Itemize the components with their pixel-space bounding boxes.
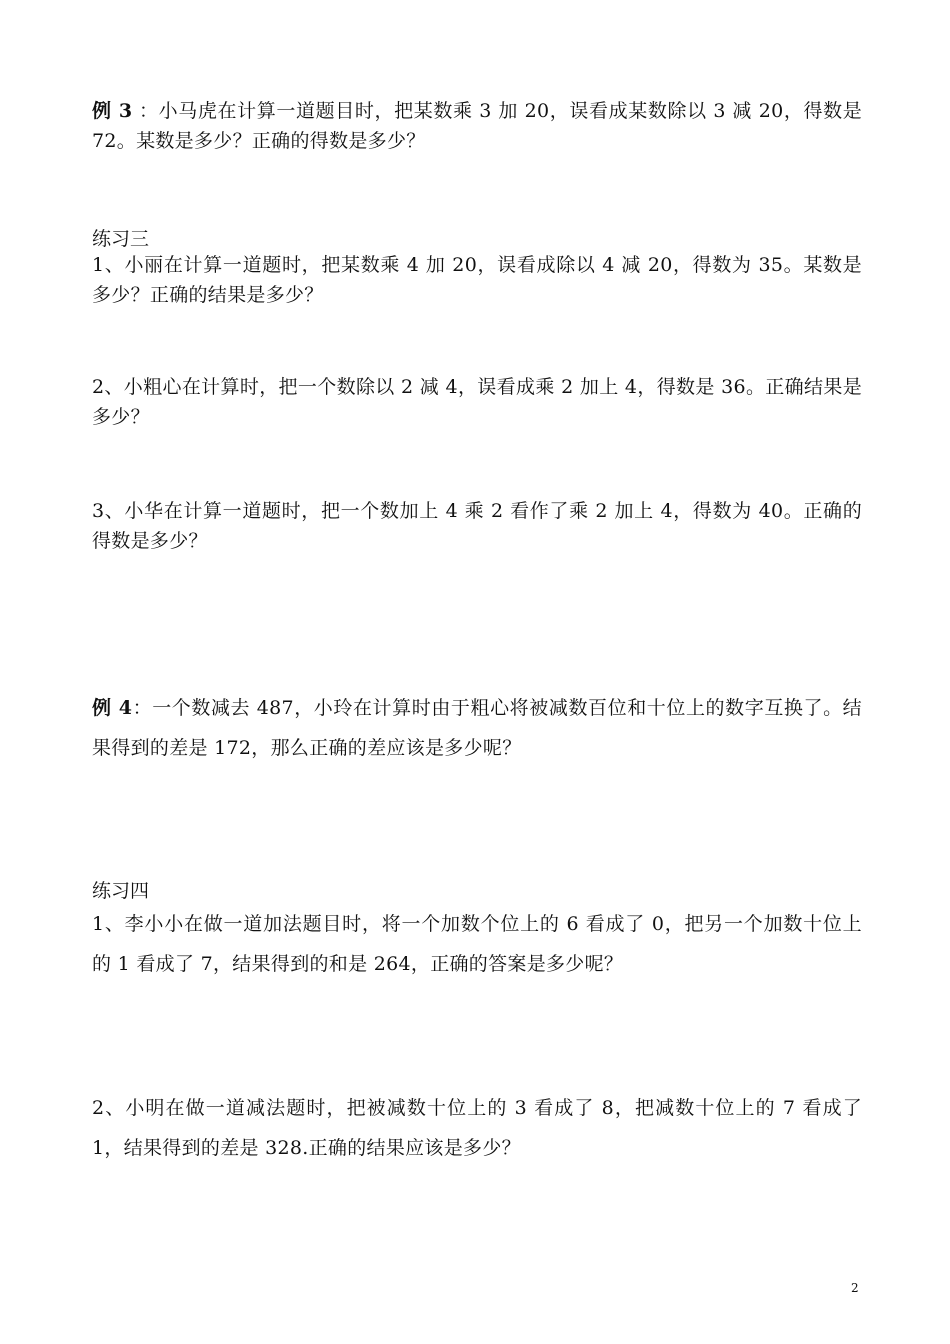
page-number: 2	[851, 1281, 859, 1295]
practice-4-question-2: 2、小明在做一道减法题时，把被减数十位上的 3 看成了 8，把减数十位上的 7 看成了 1，结果得到的差是 328.正确的结果应该是多少？	[92, 1097, 862, 1159]
practice-3-question-2: 2、小粗心在计算时，把一个数除以 2 减 4，误看成乘 2 加上 4，得数是 36。正确结果是多少？	[92, 376, 862, 428]
example-4-label: 例 4	[92, 697, 133, 719]
practice-4-title: 练习四	[92, 880, 150, 902]
practice-3-title: 练习三	[92, 228, 150, 250]
example-3-text: ：小马虎在计算一道题目时，把某数乘 3 加 20，误看成某数除以 3 减 20，得数是 72。某数是多少？正确的得数是多少？	[92, 100, 862, 152]
example-3-label: 例 3	[92, 100, 133, 122]
example-4	[92, 688, 862, 768]
practice-3-question-3: 3、小华在计算一道题时，把一个数加上 4 乘 2 看作了乘 2 加上 4，得数为 40。正确的得数是多少？	[92, 500, 862, 552]
practice-3-question-1: 1、小丽在计算一道题时，把某数乘 4 加 20，误看成除以 4 减 20，得数为 35。某数是多少？正确的结果是多少？	[92, 254, 862, 306]
example-3	[92, 96, 862, 156]
practice-4-question-1: 1、李小小在做一道加法题目时，将一个加数个位上的 6 看成了 0，把另一个加数十位上的 1 看成了 7，结果得到的和是 264，正确的答案是多少呢？	[92, 913, 862, 975]
example-4-text: ：一个数减去 487，小玲在计算时由于粗心将被减数百位和十位上的数字互换了。结果得到的差是 172，那么正确的差应该是多少呢？	[92, 697, 862, 759]
